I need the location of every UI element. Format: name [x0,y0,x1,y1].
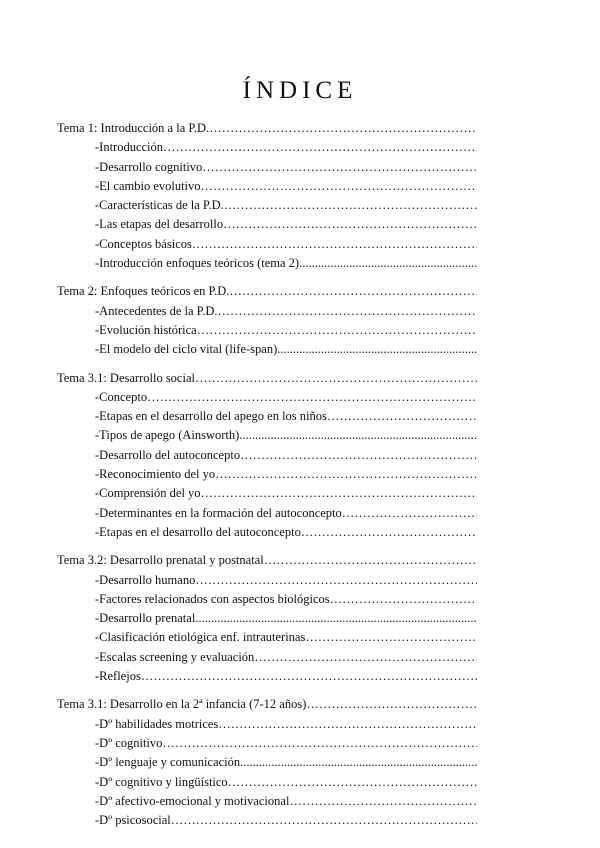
toc-entry-label: -Dº cognitivo y lingüístico [95,774,228,789]
dot-leader [192,235,477,254]
toc-heading [57,119,477,138]
dot-leader [240,753,477,772]
toc-entry-label: -Concepto [95,389,148,404]
toc-entry [57,734,477,753]
toc-section [57,282,477,359]
toc-entry [57,792,477,811]
toc-entry-label: -Reconocimiento del yo [95,467,216,482]
toc-entry-label: -Dº psicosocial [95,813,171,828]
toc-section [57,551,477,686]
dot-leader [305,628,477,647]
dot-leader [141,667,477,686]
dot-leader [264,551,477,570]
toc-entry [57,138,477,157]
dot-leader [223,215,477,234]
toc-entry-label: -Desarrollo cognitivo [95,159,203,174]
dot-leader [147,388,477,407]
toc-entry-label: -Desarrollo prenatal [95,611,196,626]
toc-entry-label: -Tipos de apego (Ainsworth) [95,428,240,443]
toc-entry-label: -Reflejos [95,669,141,684]
toc-entry [57,426,477,445]
toc-entry [57,254,477,273]
toc-entry [57,753,477,772]
toc-heading-label: Tema 1: Introducción a la P.D. [57,121,210,135]
dot-leader [289,792,477,811]
toc-entry [57,773,477,792]
dot-leader [277,340,477,359]
toc-heading-label: Tema 2: Enfoques teóricos en P.D. [57,284,230,299]
dot-leader [228,773,477,792]
toc-entry [57,648,477,667]
toc-entry [57,302,477,321]
dot-leader [218,302,477,321]
toc-entry-label: -Escalas screening y evaluación [95,649,255,664]
dot-leader [162,734,477,753]
page-title: ÍNDICE [242,77,358,104]
dot-leader [240,446,477,465]
dot-leader [218,715,477,734]
dot-leader [163,138,477,157]
toc-heading-label: Tema 3.1: Desarrollo en la 2ª infancia (7-12 años) [57,697,307,712]
toc-entry [57,590,477,609]
dot-leader [197,321,477,340]
dot-leader [254,648,477,667]
dot-leader [195,369,477,388]
toc-heading-label: Tema 3.2: Desarrollo prenatal y postnatal [57,553,264,568]
toc-entry-label: -Dº lenguaje y comunicación [95,755,241,770]
toc-entry-label: -Dº afectivo-emocional y motivacional [95,793,290,808]
dot-leader [224,196,477,215]
toc-heading-label: Tema 3.1: Desarrollo social [57,370,195,385]
toc-entry-label: -Comprensión del yo [95,486,201,501]
toc-entry-label: -Factores relacionados con aspectos biológicos [95,591,330,606]
dot-leader [327,407,477,426]
table-of-contents [57,119,477,839]
dot-leader [342,504,477,523]
toc-entry [57,158,477,177]
toc-entry-label: -Clasificación etiológica enf. intrauterinas [95,630,306,645]
dot-leader [306,695,477,714]
toc-section [57,695,477,830]
toc-entry [57,235,477,254]
dot-leader [239,426,477,445]
toc-entry-label: -Introducción [95,140,164,155]
toc-entry [57,811,477,830]
toc-entry [57,321,477,340]
toc-entry-label: -Dº habilidades motrices [95,716,219,731]
toc-entry-label: -Características de la P.D. [95,198,224,213]
toc-section [57,369,477,543]
dot-leader [229,282,477,301]
toc-entry [57,388,477,407]
toc-entry-label: -Desarrollo humano [95,572,196,587]
toc-entry-label: -Antecedentes de la P.D. [95,303,218,318]
toc-entry-label: -Conceptos básicos [95,236,192,251]
toc-entry-label: -Introducción enfoques teóricos (tema 2) [95,256,300,271]
dot-leader [195,609,477,628]
toc-entry [57,177,477,196]
dot-leader [299,254,477,273]
dot-leader [209,119,477,138]
toc-entry-label: -Dº cognitivo [95,735,163,750]
toc-section [57,119,477,273]
dot-leader [201,484,477,503]
toc-entry [57,407,477,426]
dot-leader [171,811,477,830]
toc-entry [57,446,477,465]
toc-entry [57,523,477,542]
toc-entry [57,715,477,734]
toc-entry [57,215,477,234]
dot-leader [202,158,477,177]
dot-leader [201,177,477,196]
toc-entry [57,667,477,686]
toc-entry-label: -Las etapas del desarrollo [95,217,224,232]
toc-heading [57,551,477,570]
dot-leader [215,465,477,484]
toc-entry [57,196,477,215]
toc-entry [57,571,477,590]
toc-entry [57,504,477,523]
toc-entry [57,609,477,628]
toc-heading [57,282,477,301]
toc-entry-label: -El modelo del ciclo vital (life-span) [95,342,278,357]
toc-entry-label: -El cambio evolutivo [95,178,201,193]
toc-entry-label: -Evolución histórica [95,322,197,337]
toc-heading [57,695,477,714]
dot-leader [301,523,477,542]
toc-entry [57,465,477,484]
toc-entry-label: -Etapas en el desarrollo del apego en los niños [95,409,327,424]
dot-leader [195,571,477,590]
toc-entry [57,628,477,647]
toc-entry-label: -Determinantes en la formación del autoconcepto [95,505,342,520]
dot-leader [330,590,477,609]
toc-entry [57,340,477,359]
toc-entry [57,484,477,503]
toc-entry-label: -Desarrollo del autoconcepto [95,447,241,462]
toc-heading [57,369,477,388]
toc-entry-label: -Etapas en el desarrollo del autoconcepto [95,524,301,539]
